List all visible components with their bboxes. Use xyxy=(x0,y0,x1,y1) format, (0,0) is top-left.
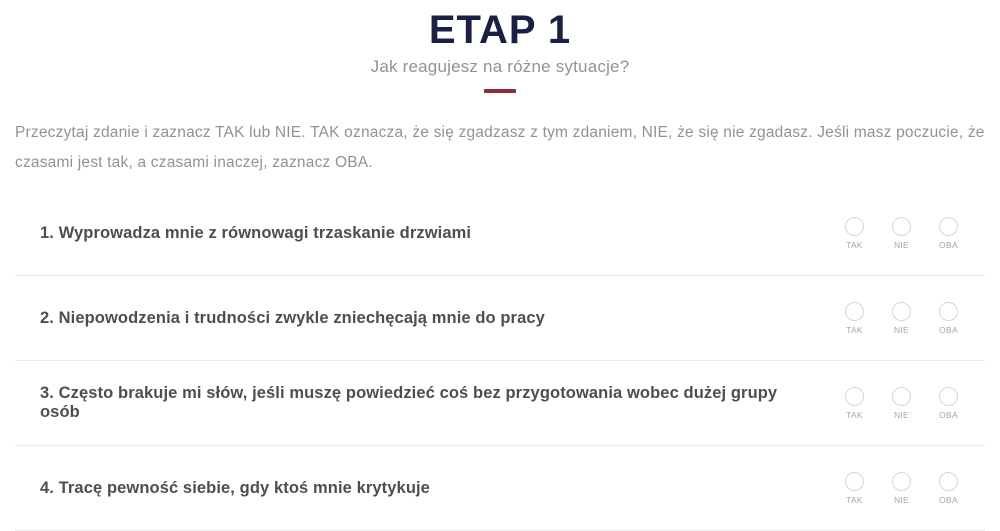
question-text: 2. Niepowodzenia i trudności zwykle zniechęcają mnie do pracy xyxy=(40,308,545,327)
radio-nie-input[interactable] xyxy=(892,387,911,406)
question-row-1 xyxy=(15,191,985,276)
question-row-2 xyxy=(15,276,985,361)
radio-option-nie[interactable] xyxy=(886,387,917,420)
radio-tak-label: TAK xyxy=(846,409,863,420)
radio-oba-label: OBA xyxy=(939,239,958,250)
question-row-4 xyxy=(15,446,985,531)
radio-oba-input[interactable] xyxy=(939,387,958,406)
radio-oba-input[interactable] xyxy=(939,217,958,236)
radio-option-tak[interactable] xyxy=(839,302,870,335)
radio-group-question-2 xyxy=(839,302,964,335)
radio-option-oba[interactable] xyxy=(933,387,964,420)
radio-nie-label: NIE xyxy=(893,409,910,420)
radio-nie-label: NIE xyxy=(893,239,910,250)
radio-oba-label: OBA xyxy=(939,494,958,505)
radio-tak-label: TAK xyxy=(846,494,863,505)
accent-divider xyxy=(484,89,516,93)
radio-nie-label: NIE xyxy=(893,494,910,505)
page-title: ETAP 1 xyxy=(428,8,572,52)
radio-oba-label: OBA xyxy=(939,324,958,335)
page-subtitle: Jak reagujesz na różne sytuacje? xyxy=(370,57,630,76)
radio-option-nie[interactable] xyxy=(886,302,917,335)
radio-option-tak[interactable] xyxy=(839,387,870,420)
radio-tak-input[interactable] xyxy=(845,302,864,321)
radio-group-question-3 xyxy=(839,387,964,420)
question-list xyxy=(15,191,985,531)
radio-group-question-1 xyxy=(839,217,964,250)
radio-nie-input[interactable] xyxy=(892,472,911,491)
radio-option-tak[interactable] xyxy=(839,217,870,250)
radio-tak-input[interactable] xyxy=(845,387,864,406)
radio-option-oba[interactable] xyxy=(933,302,964,335)
radio-oba-input[interactable] xyxy=(939,302,958,321)
radio-group-question-4 xyxy=(839,472,964,505)
question-row-3 xyxy=(15,361,985,446)
radio-option-oba[interactable] xyxy=(933,217,964,250)
radio-tak-label: TAK xyxy=(846,324,863,335)
radio-option-nie[interactable] xyxy=(886,472,917,505)
radio-tak-input[interactable] xyxy=(845,472,864,491)
radio-nie-label: NIE xyxy=(893,324,910,335)
radio-option-oba[interactable] xyxy=(933,472,964,505)
radio-oba-label: OBA xyxy=(939,409,958,420)
radio-option-nie[interactable] xyxy=(886,217,917,250)
page-header xyxy=(0,0,1000,93)
question-text: 4. Tracę pewność siebie, gdy ktoś mnie krytykuje xyxy=(40,478,430,497)
radio-nie-input[interactable] xyxy=(892,217,911,236)
question-text: 1. Wyprowadza mnie z równowagi trzaskanie drzwiami xyxy=(40,223,472,242)
radio-option-tak[interactable] xyxy=(839,472,870,505)
radio-oba-input[interactable] xyxy=(939,472,958,491)
radio-tak-label: TAK xyxy=(846,239,863,250)
radio-nie-input[interactable] xyxy=(892,302,911,321)
question-text: 3. Często brakuje mi słów, jeśli muszę powiedzieć coś bez przygotowania wobec dużej grupy osób xyxy=(40,384,778,421)
instructions-text: Przeczytaj zdanie i zaznacz TAK lub NIE. TAK oznacza, że się zgadzasz z tym zdaniem, NIE, że się nie zgadasz. Jeśli masz poczucie, że czasami jest tak, a czasami inaczej, zaznacz OBA. xyxy=(15,124,985,171)
radio-tak-input[interactable] xyxy=(845,217,864,236)
